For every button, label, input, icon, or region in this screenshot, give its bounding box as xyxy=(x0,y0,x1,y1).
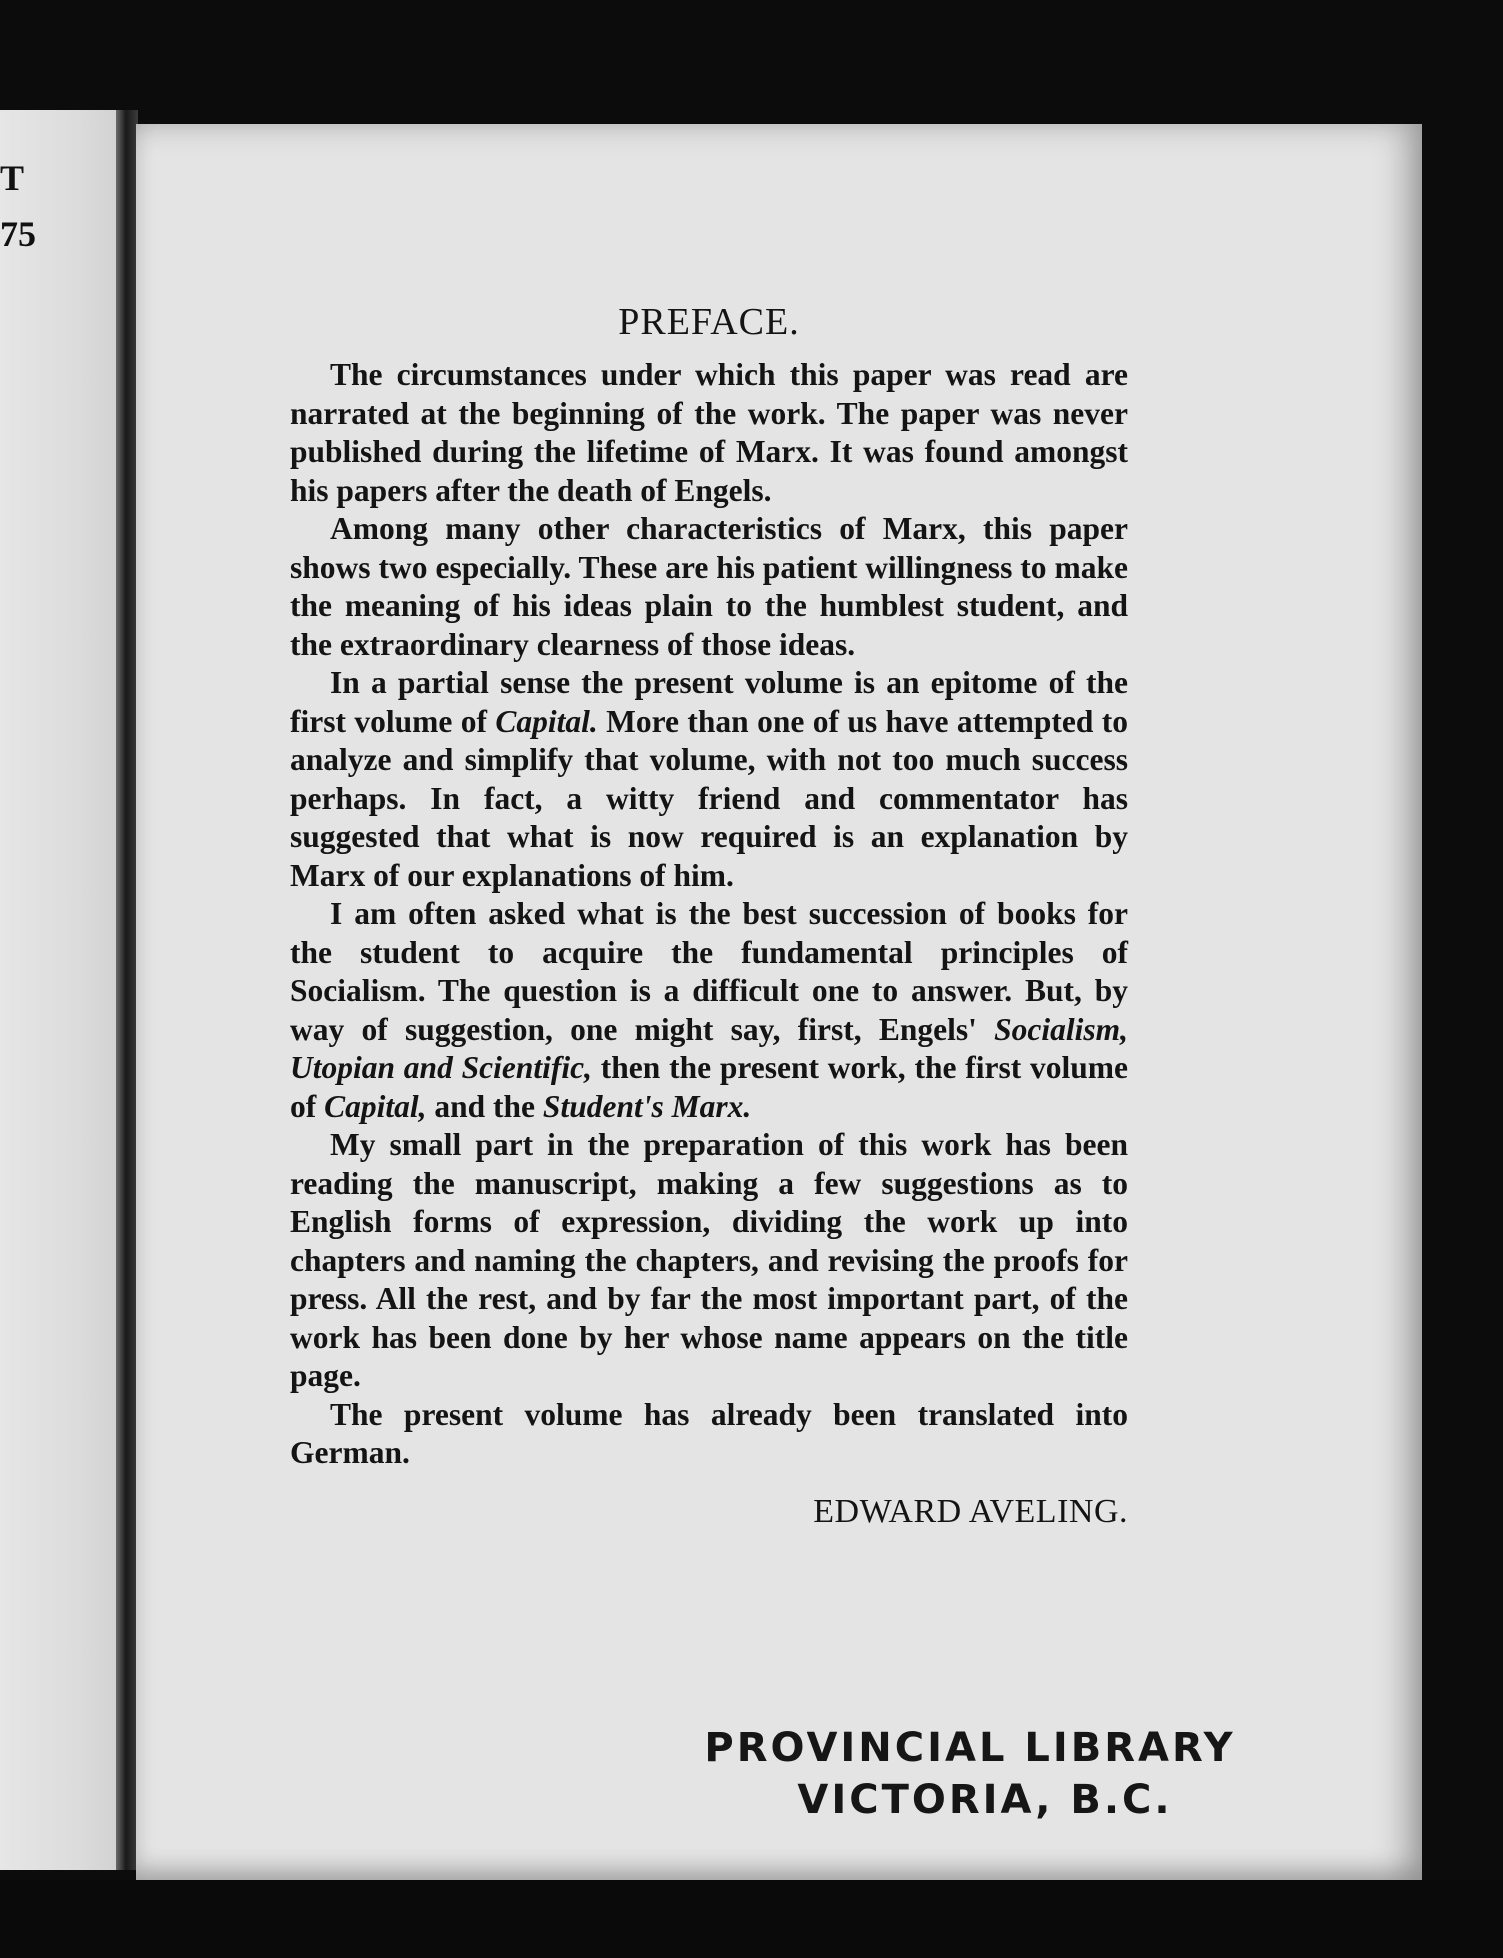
paragraph xyxy=(290,895,1128,1126)
stamp-line: VICTORIA, B.C. xyxy=(797,1777,1173,1823)
scan-border xyxy=(0,1880,1503,1958)
paragraph xyxy=(290,664,1128,895)
paragraph: The circumstances under which this paper was read are narrated at the beginning of the work. The paper was never published during the lifetime of Marx. It was found amongst his papers after the death of Engels. xyxy=(290,357,1128,508)
italic-title: Socialism, Utopian and Scientific, xyxy=(290,1011,1128,1085)
text-run: In a partial sense the present volume is an epitome of the first volume of xyxy=(290,665,1128,739)
stamp-line: PROVINCIAL LIBRARY xyxy=(704,1725,1236,1771)
preface-text xyxy=(290,300,1128,1531)
italic-title: Capital. xyxy=(495,703,598,739)
text-run: then the present work, the first volume of xyxy=(290,1050,1128,1124)
text-run: and the xyxy=(426,1088,543,1124)
paragraph: Among many other characteristics of Marx, this paper shows two especially. These are his patient willingness to make the meaning of his ideas plain to the humblest student, and the extraordinary clearness of those ideas. xyxy=(290,511,1128,662)
previous-page-mark: 75 xyxy=(0,214,36,254)
paragraph: My small part in the preparation of this work has been reading the manuscript, making a few suggestions as to English forms of expression, dividing the work up into chapters and naming the chapters, and revising the proofs for press. All the rest, and by far the most important part, of the work has been done by her whose name appears on the title page. xyxy=(290,1127,1128,1393)
book-gutter xyxy=(116,110,138,1870)
page-title: PREFACE. xyxy=(618,301,800,343)
previous-page-marks xyxy=(0,150,40,262)
text-run: I am often asked what is the best succession of books for the student to acquire the fundamental principles of Socialism. The question is a difficult one to answer. But, by way of suggestion, one might say, first, Engels' xyxy=(290,896,1128,1047)
italic-title: Student's Marx. xyxy=(542,1088,752,1124)
library-stamp xyxy=(690,1722,1250,1826)
previous-page-edge xyxy=(0,110,128,1870)
italic-title: Capital, xyxy=(324,1088,427,1124)
signature: EDWARD AVELING. xyxy=(813,1492,1128,1530)
previous-page-mark: T xyxy=(0,158,25,198)
text-run: More than one of us have attempted to analyze and simplify that volume, with not too much success perhaps. In fact, a witty friend and commentator has suggested that what is now required is an explanation by Marx of our explanations of him. xyxy=(290,703,1128,893)
paragraph: The present volume has already been translated into German. xyxy=(290,1396,1128,1470)
